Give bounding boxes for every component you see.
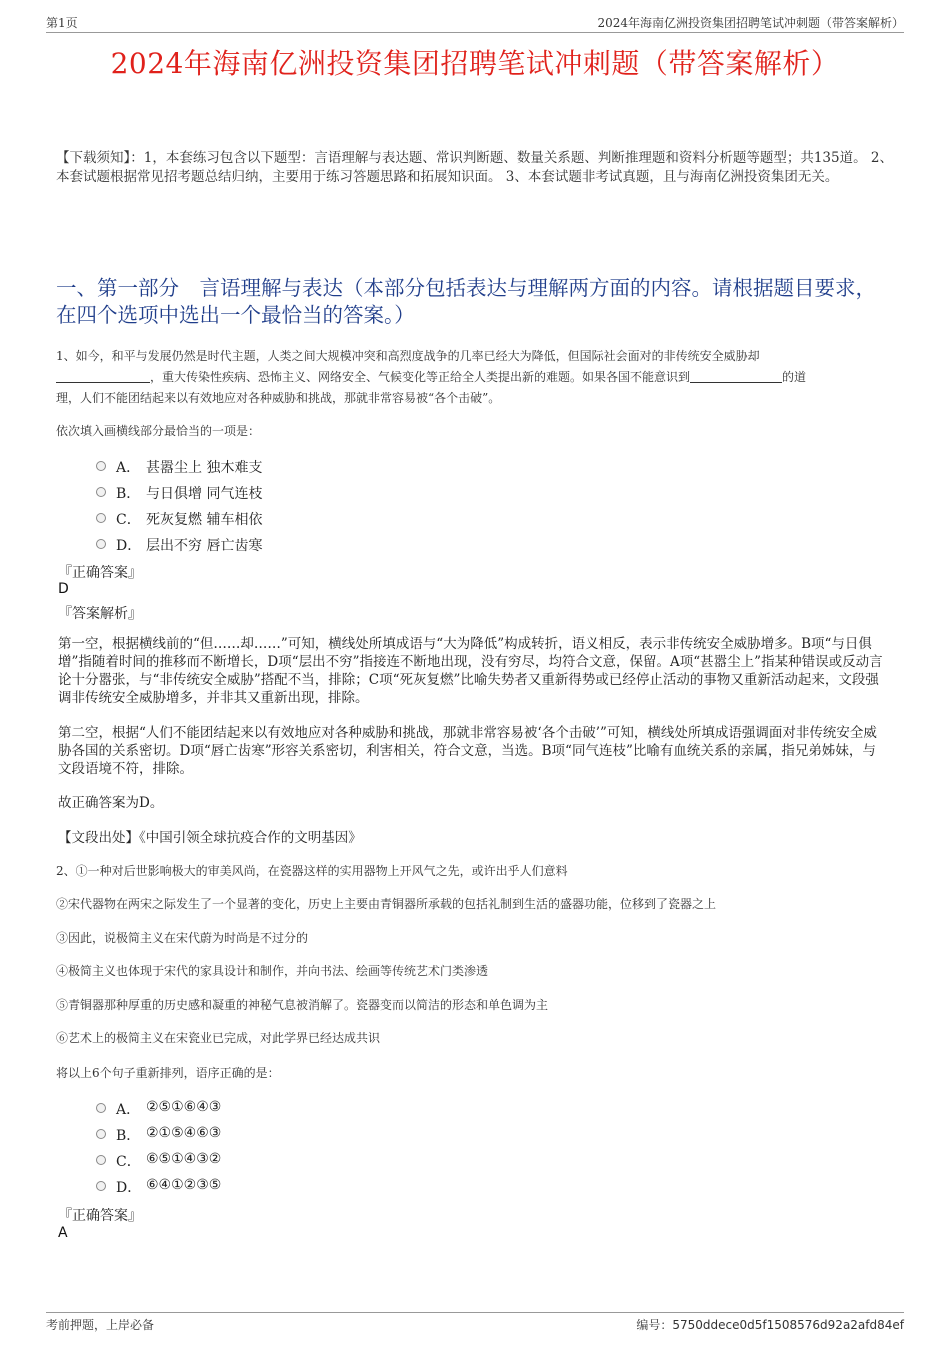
q1-text-part-d: 理，人们不能团结起来以有效地应对各种威胁和挑战，那就非常容易被“各个击破”。 [56, 391, 501, 405]
option-letter: A． [116, 1102, 141, 1118]
q1-answer: D [58, 581, 69, 597]
q2-sentence-5: ⑤青铜器那种厚重的历史感和凝重的神秘气息被消解了。瓷器变而以简洁的形态和单色调为主 [56, 998, 549, 1012]
question-1-stem [56, 346, 896, 409]
option-letter: B． [116, 1128, 141, 1144]
footer-slogan: 考前押题，上岸必备 [46, 1318, 155, 1332]
q1-answer-label: 『正确答案』 [58, 565, 142, 581]
option-letter: C． [116, 512, 141, 528]
option-letter: D． [116, 538, 142, 554]
option-text: ②⑤①⑥④③ [146, 1099, 222, 1115]
option-letter: B． [116, 486, 141, 502]
page-footer [46, 1312, 904, 1334]
q1-source: 【文段出处】《中国引领全球抗疫合作的文明基因》 [58, 830, 362, 846]
q1-prompt: 依次填入画横线部分最恰当的一项是： [56, 424, 261, 438]
q2-sentence-1: 2、①一种对后世影响极大的审美风尚，在瓷器这样的实用器物上开风气之先，或许出乎人们意料 [56, 864, 568, 878]
radio-button[interactable] [96, 1181, 106, 1191]
q1-analysis-conclusion: 故正确答案为D。 [58, 795, 164, 811]
header-doc-title: 2024年海南亿洲投资集团招聘笔试冲刺题（带答案解析） [597, 16, 904, 30]
q1-analysis-paragraph-1: 第一空，根据横线前的“但……却……”可知，横线处所填成语与“大为降低”构成转折，语义相反，表示非传统安全威胁增多。B项“与日俱增”指随着时间的推移而不断增长，D项“层出不穷”指接连不断地出现，没有穷尽，均符合文意，保留。A项“甚嚣尘上”指某种错误或反动言论十分嚣张，与“非传统安全威胁”搭配不当，排除；C项“死灰复燃”比喻失势者又重新得势或已经停止活动的事物又重新活动起来，文段强调非传统安全威胁增多，并非其又重新出现，排除。 [58, 636, 883, 706]
q1-analysis-label: 『答案解析』 [58, 606, 142, 622]
q1-text-part-b: ，重大传染性疾病、恐怖主义、网络安全、气候变化等正给全人类提出新的难题。如果各国不能意识到 [150, 370, 691, 384]
q1-analysis-paragraph-2: 第二空，根据“人们不能团结起来以有效地应对各种威胁和挑战，那就非常容易被‘各个击破’”可知，横线处所填成语强调面对非传统安全威胁各国的关系密切。D项“唇亡齿寒”形容关系密切，利害相关，符合文意，当选。B项“同气连枝”比喻有血统关系的亲属，指兄弟姊妹，与文段语境不符，排除。 [58, 725, 877, 777]
option-text: ⑥④①②③⑤ [146, 1177, 222, 1193]
option-letter: C． [116, 1154, 141, 1170]
radio-button[interactable] [96, 1155, 106, 1165]
radio-button[interactable] [96, 487, 106, 497]
q2-answer-label: 『正确答案』 [58, 1208, 142, 1224]
q2-answer: A [58, 1225, 68, 1241]
page-header [46, 14, 904, 33]
option-text: ②①⑤④⑥③ [146, 1125, 222, 1141]
q2-sentence-6: ⑥艺术上的极简主义在宋瓷业已完成，对此学界已经达成共识 [56, 1031, 381, 1045]
q2-prompt: 将以上6个句子重新排列，语序正确的是： [56, 1066, 280, 1080]
radio-button[interactable] [96, 539, 106, 549]
radio-button[interactable] [96, 1129, 106, 1139]
page-title: 2024年海南亿洲投资集团招聘笔试冲刺题（带答案解析） [110, 47, 840, 80]
option-text: 死灰复燃 辅车相依 [146, 512, 263, 528]
option-text: 甚嚣尘上 独木难支 [146, 460, 263, 476]
q2-sentence-3: ③因此，说极简主义在宋代蔚为时尚是不过分的 [56, 931, 309, 945]
option-text: 层出不穷 唇亡齿寒 [146, 538, 263, 554]
fill-blank-1 [56, 370, 150, 383]
footer-document-id: 编号：5750ddece0d5f1508576d92a2afd84ef [636, 1318, 904, 1332]
q1-text-part-a: 1、如今，和平与发展仍然是时代主题，人类之间大规模冲突和高烈度战争的几率已经大为降低，但国际社会面对的非传统安全威胁却 [56, 349, 760, 363]
option-text: ⑥⑤①④③② [146, 1151, 222, 1167]
radio-button[interactable] [96, 513, 106, 523]
download-notice: 【下载须知】：1，本套练习包含以下题型：言语理解与表达题、常识判断题、数量关系题、判断推理题和资料分析题等题型；共135道。 2、本套试题根据常见招考题总结归纳，主要用于练习答题思路和拓展知识面。 3、本套试题非考试真题，且与海南亿洲投资集团无关。 [56, 150, 893, 185]
option-letter: A． [116, 460, 141, 476]
radio-button[interactable] [96, 461, 106, 471]
page-number: 第1页 [46, 16, 78, 30]
q1-text-part-c: 的道 [782, 370, 807, 384]
section-heading: 一、第一部分 言语理解与表达（本部分包括表达与理解两方面的内容。请根据题目要求，在四个选项中选出一个最恰当的答案。） [56, 276, 876, 327]
q2-sentence-4: ④极简主义也体现于宋代的家具设计和制作，并向书法、绘画等传统艺术门类渗透 [56, 964, 489, 978]
fill-blank-2 [690, 370, 782, 383]
q2-sentence-2: ②宋代器物在两宋之际发生了一个显著的变化，历史上主要由青铜器所承载的包括礼制到生活的盛器功能，位移到了瓷器之上 [56, 897, 717, 911]
option-letter: D． [116, 1180, 142, 1196]
radio-button[interactable] [96, 1103, 106, 1113]
option-text: 与日俱增 同气连枝 [146, 486, 263, 502]
